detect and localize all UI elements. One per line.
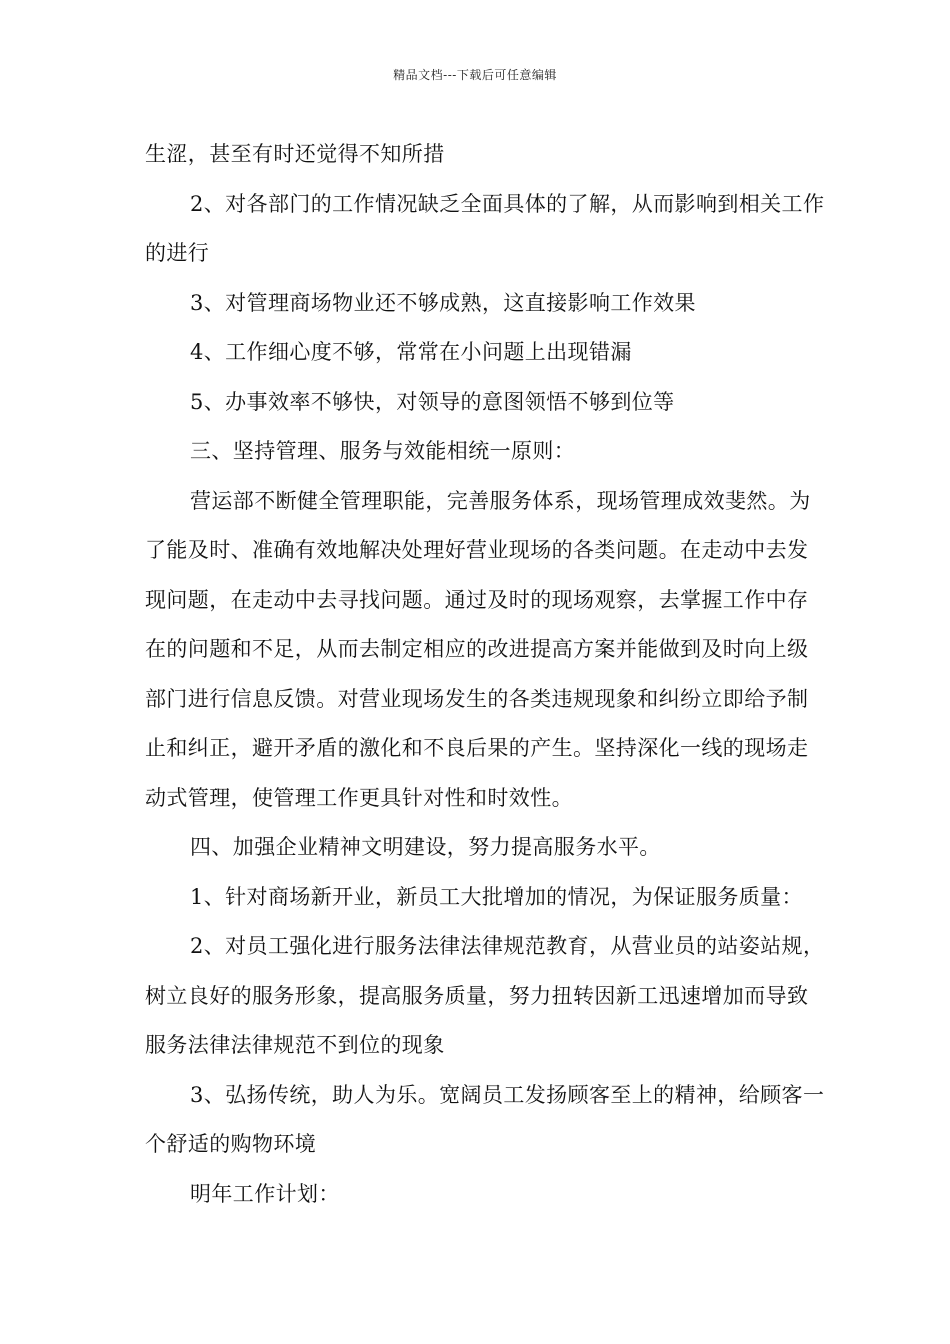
paragraph-7: 营运部不断健全管理职能，完善服务体系，现场管理成效斐然。为了能及时、准确有效地解决处理好营业现场的各类问题。在走动中去发现问题，在走动中去寻找问题。通过及时的现场观察，去掌握工作中存在的问题和不足，从而去制定相应的改进提高方案并能做到及时向上级部门进行信息反馈。对营业现场发生的各类违规现象和纠纷立即给予制止和纠正，避开矛盾的激化和不良后果的产生。坚持深化一线的现场走动式管理，使管理工作更具针对性和时效性。 [145, 488, 811, 810]
paragraph-9: 1、针对商场新开业，新员工大批增加的情况，为保证服务质量： [190, 884, 803, 909]
paragraph-3: 3、对管理商场物业还不够成熟，这直接影响工作效果 [190, 290, 696, 315]
paragraph-1: 生涩，甚至有时还觉得不知所措 [145, 142, 445, 166]
section-heading-3: 三、坚持管理、服务与效能相统一原则： [190, 439, 576, 463]
paragraph-2: 2、对各部门的工作情况缺乏全面具体的了解，从而影响到相关工作的进行 [145, 191, 825, 265]
paragraph-4: 4、工作细心度不够，常常在小问题上出现错漏 [190, 340, 632, 364]
paragraph-10: 2、对员工强化进行服务法律法律规范教育，从营业员的站姿站规， 树立良好的服务形象，提高服务质量，努力扭转因新工迅速增加而导致服务法律法律规范不到位的现象 [145, 934, 825, 1057]
document-body [145, 130, 825, 1219]
paragraph-11: 3、弘扬传统，助人为乐。宽阔员工发扬顾客至上的精神，给顾客一个舒适的购物环境 [145, 1082, 825, 1156]
section-heading-4: 四、加强企业精神文明建设，努力提高服务水平。 [190, 835, 661, 859]
next-year-plan-heading: 明年工作计划： [190, 1181, 340, 1206]
page-header: 精品文档---下载后可任意编辑 [393, 68, 557, 82]
paragraph-5: 5、办事效率不够快，对领导的意图领悟不够到位等 [190, 389, 675, 414]
